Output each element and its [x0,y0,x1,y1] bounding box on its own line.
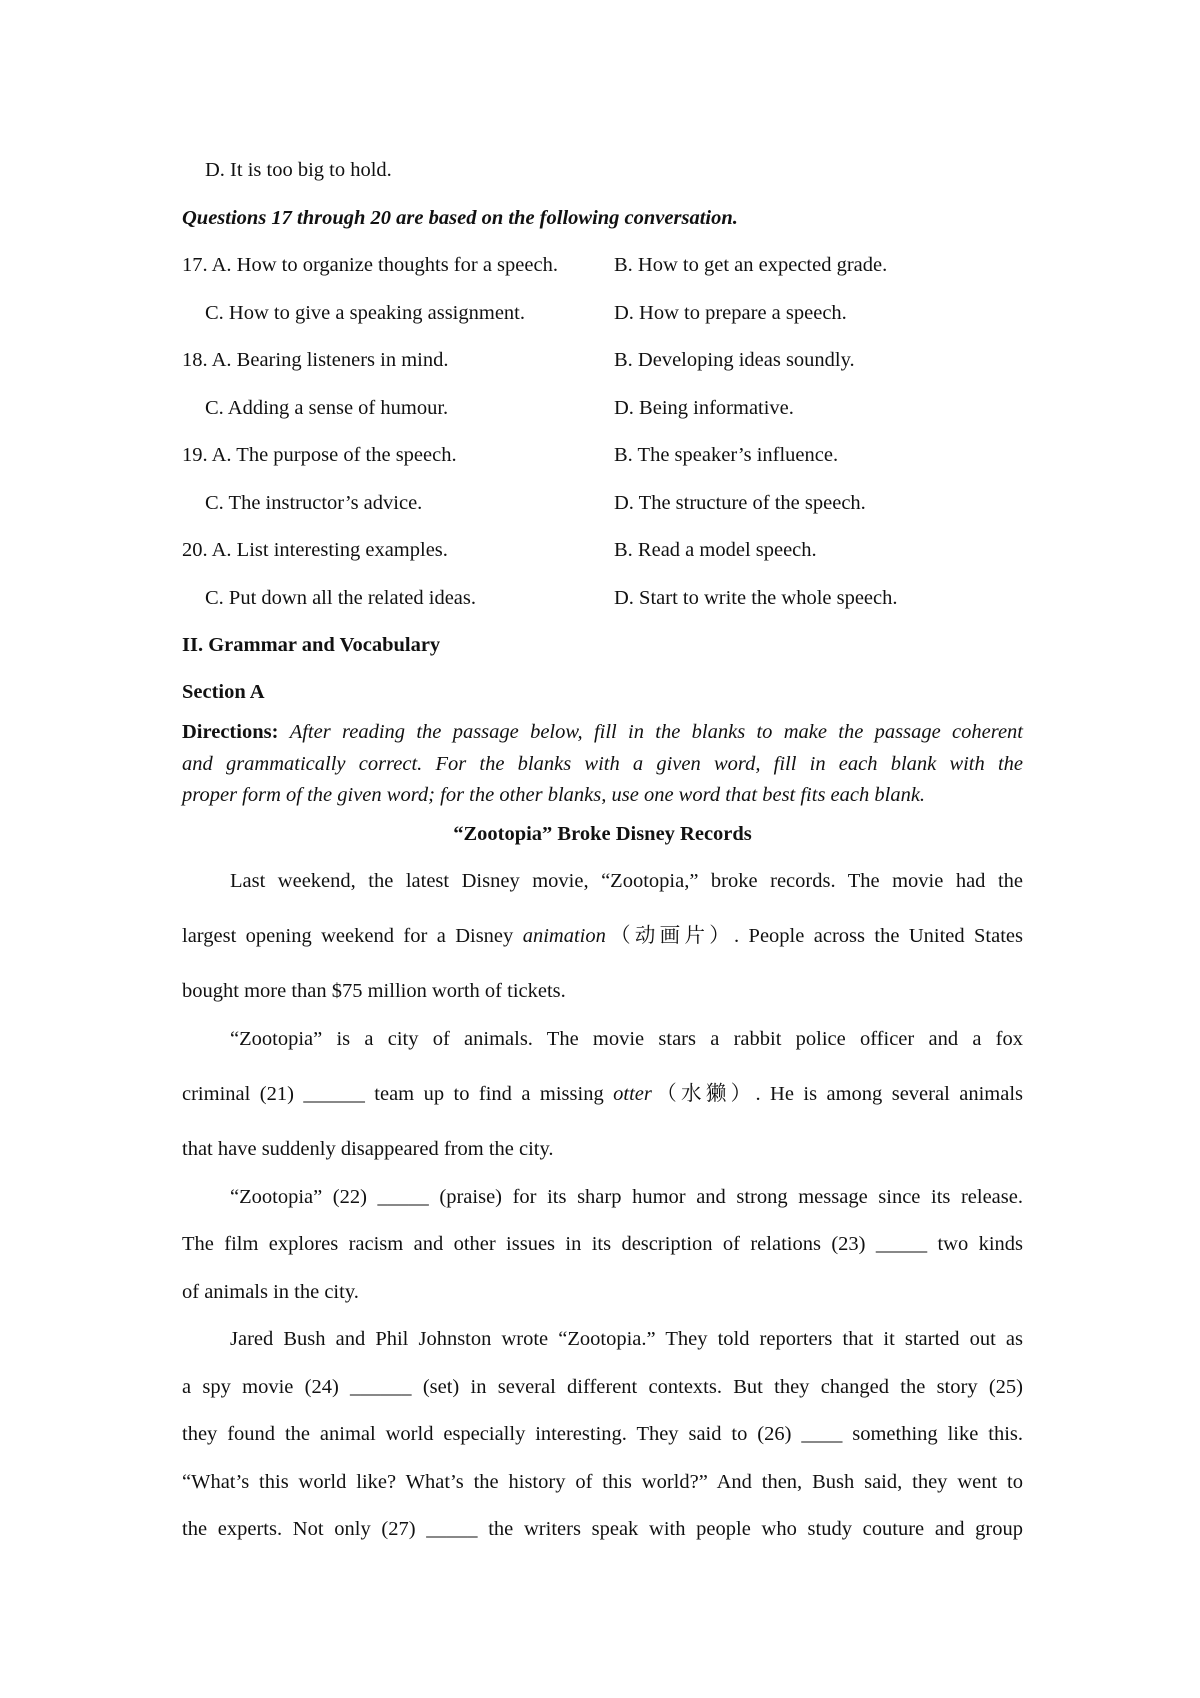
p2-line-2-text: criminal (21) ______ team up to find a missing [182,1083,614,1105]
p1-line-3: bought more than $75 million worth of tickets. [182,980,566,1002]
q20-option-d: D. Start to write the whole speech. [614,587,898,609]
p4-line-4: “What’s this world like? What’s the history of this world?” And then, Bush said, they went to [182,1471,1023,1493]
q17-option-c: C. How to give a speaking assignment. [205,302,525,324]
p4-line-2: a spy movie (24) ______ (set) in several different contexts. But they changed the story (25) [182,1376,1023,1398]
part-heading: II. Grammar and Vocabulary [182,634,441,656]
p1-line-2-text: largest opening weekend for a Disney [182,925,523,947]
p4-line-3: they found the animal world especially interesting. They said to (26) ____ something like this. [182,1423,1023,1445]
q17-option-d: D. How to prepare a speech. [614,302,847,324]
p1-line-1: Last weekend, the latest Disney movie, “Zootopia,” broke records. The movie had the [230,870,1023,892]
q20-option-a: 20. A. List interesting examples. [182,539,448,561]
q19-option-b: B. The speaker’s influence. [614,444,839,466]
p1-line-2 [182,923,1023,949]
p3-line-3: of animals in the city. [182,1281,359,1303]
directions-label: Directions: [182,721,279,743]
passage-title: “Zootopia” Broke Disney Records [453,823,752,845]
directions-line-1 [182,719,1023,745]
p2-line-2-rest: （水獭）. He is among several animals [651,1083,1023,1105]
p2-line-2 [182,1081,1023,1107]
q18-option-c: C. Adding a sense of humour. [205,397,449,419]
directions-line-2: and grammatically correct. For the blanks with a given word, fill in each blank with the [182,753,1023,775]
directions-text-1: After reading the passage below, fill in the blanks to make the passage coherent [289,721,1023,743]
p2-line-1: “Zootopia” is a city of animals. The movie stars a rabbit police officer and a fox [230,1028,1023,1050]
q20-option-c: C. Put down all the related ideas. [205,587,476,609]
p3-line-1: “Zootopia” (22) _____ (praise) for its sharp humor and strong message since its release. [230,1186,1023,1208]
q20-option-b: B. Read a model speech. [614,539,817,561]
p3-line-2: The film explores racism and other issues in its description of relations (23) _____ two kinds [182,1233,1023,1255]
questions-intro: Questions 17 through 20 are based on the following conversation. [182,207,738,229]
q19-option-d: D. The structure of the speech. [614,492,866,514]
p1-line-2-rest: （动画片）. People across the United States [605,925,1023,947]
q19-option-a: 19. A. The purpose of the speech. [182,444,457,466]
q18-option-d: D. Being informative. [614,397,794,419]
directions-line-3: proper form of the given word; for the other blanks, use one word that best fits each blank. [182,784,926,806]
p2-line-3: that have suddenly disappeared from the city. [182,1138,554,1160]
q19-option-c: C. The instructor’s advice. [205,492,423,514]
p1-term-animation: animation [522,925,606,947]
q17-option-a: 17. A. How to organize thoughts for a speech. [182,254,558,276]
q18-option-a: 18. A. Bearing listeners in mind. [182,349,449,371]
p4-line-1: Jared Bush and Phil Johnston wrote “Zootopia.” They told reporters that it started out as [230,1328,1023,1350]
q18-option-b: B. Developing ideas soundly. [614,349,855,371]
p2-term-otter: otter [613,1083,652,1105]
q17-option-b: B. How to get an expected grade. [614,254,888,276]
section-heading: Section A [182,681,265,703]
p4-line-5: the experts. Not only (27) _____ the writers speak with people who study couture and group [182,1518,1023,1540]
top-option: D. It is too big to hold. [205,159,392,181]
